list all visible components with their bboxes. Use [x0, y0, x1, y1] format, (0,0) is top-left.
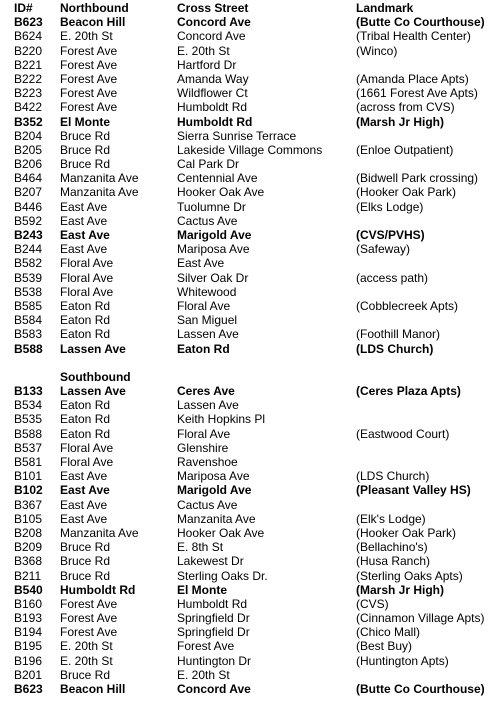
- table-row: [0, 654, 500, 668]
- cross-street: Floral Ave: [177, 298, 231, 313]
- street-name: Eaton Rd: [60, 426, 111, 441]
- table-row: [0, 342, 500, 356]
- stop-id: B221: [14, 57, 43, 72]
- street-name: Bruce Rd: [60, 142, 111, 157]
- stop-id: B206: [14, 157, 43, 172]
- landmark: (Best Buy): [356, 639, 413, 654]
- cross-street: Whitewood: [177, 284, 237, 299]
- street-name: Beacon Hill: [60, 682, 126, 696]
- table-row: [0, 625, 500, 639]
- cross-street: Marigold Ave: [177, 228, 252, 242]
- table-row: [0, 171, 500, 185]
- street-name: Eaton Rd: [60, 412, 111, 427]
- street-name: Forest Ave: [60, 596, 118, 611]
- cross-street: Hooker Oak Ave: [177, 185, 265, 200]
- northbound-header: Northbound: [60, 1, 129, 15]
- landmark: (LDS Church): [356, 469, 430, 484]
- landmark: (Cinnamon Village Apts): [356, 611, 485, 626]
- table-row: [0, 554, 500, 568]
- stop-id: B195: [14, 639, 43, 654]
- stop-id: B204: [14, 128, 43, 143]
- landmark: (Winco): [356, 43, 398, 58]
- stop-id: B207: [14, 185, 43, 200]
- stop-id: B624: [14, 29, 43, 44]
- street-name: Forest Ave: [60, 43, 118, 58]
- cross-street: Forest Ave: [177, 639, 235, 654]
- table-row: [0, 398, 500, 412]
- table-row: [0, 185, 500, 199]
- landmark: (Safeway): [356, 242, 411, 257]
- cross-street: E. 8th St: [177, 540, 224, 555]
- cross-street: Humboldt Rd: [177, 100, 248, 115]
- southbound-header: Southbound: [60, 369, 131, 384]
- cross-street: Cactus Ave: [177, 497, 238, 512]
- landmark: (Marsh Jr High): [356, 582, 445, 597]
- street-name: East Ave: [60, 213, 108, 228]
- table-row: [0, 86, 500, 100]
- landmark-header: Landmark: [356, 1, 414, 15]
- northbound-rows: [0, 15, 500, 356]
- cross-street: Concord Ave: [177, 15, 251, 30]
- street-name: East Ave: [60, 483, 110, 498]
- table-row: [0, 143, 500, 157]
- landmark: (Huntington Apts): [356, 653, 449, 668]
- southbound-header-row: [0, 370, 500, 384]
- cross-street: Springfield Dr: [177, 625, 250, 640]
- stop-id: B592: [14, 213, 43, 228]
- cross-street-header: Cross Street: [177, 1, 249, 15]
- landmark: (Butte Co Courthouse): [356, 15, 485, 30]
- cross-street: Sterling Oaks Dr.: [177, 568, 268, 583]
- table-row: [0, 129, 500, 143]
- stop-id: B352: [14, 114, 43, 129]
- landmark: (Bidwell Park crossing): [356, 171, 479, 186]
- landmark: (CVS): [356, 596, 389, 611]
- stop-id: B105: [14, 511, 43, 526]
- cross-street: Ravenshoe: [177, 455, 238, 469]
- cross-street: Cal Park Dr: [177, 157, 240, 172]
- landmark: (LDS Church): [356, 341, 434, 356]
- table-row: [0, 483, 500, 497]
- stop-id: B537: [14, 440, 43, 455]
- cross-street: Lassen Ave: [177, 398, 239, 413]
- street-name: Bruce Rd: [60, 128, 111, 143]
- landmark: (Foothill Manor): [356, 327, 441, 342]
- table-row: [0, 115, 500, 129]
- landmark: (Elk's Lodge): [356, 511, 426, 526]
- stop-id: B205: [14, 142, 43, 157]
- landmark: (Sterling Oaks Apts): [356, 568, 463, 583]
- street-name: Bruce Rd: [60, 554, 111, 569]
- landmark: (Butte Co Courthouse): [356, 682, 485, 696]
- street-name: Bruce Rd: [60, 667, 111, 682]
- southbound-rows: [0, 384, 500, 696]
- stop-id: B133: [14, 384, 43, 399]
- cross-street: E. 20th St: [177, 667, 230, 682]
- landmark: (Elks Lodge): [356, 199, 424, 214]
- table-row: [0, 639, 500, 653]
- cross-street: East Ave: [177, 256, 225, 271]
- landmark: (access path): [356, 270, 429, 285]
- cross-street: Mariposa Ave: [177, 469, 250, 484]
- cross-street: Silver Oak Dr: [177, 270, 249, 285]
- table-row: [0, 569, 500, 583]
- cross-street: Humboldt Rd: [177, 114, 253, 129]
- landmark: (Eastwood Court): [356, 426, 450, 441]
- table-row: [0, 100, 500, 114]
- table-row: [0, 72, 500, 86]
- table-row: [0, 256, 500, 270]
- street-name: Eaton Rd: [60, 327, 111, 342]
- landmark: (CVS/PVHS): [356, 228, 425, 242]
- cross-street: Springfield Dr: [177, 611, 250, 626]
- stop-id: B623: [14, 15, 43, 30]
- cross-street: E. 20th St: [177, 43, 230, 58]
- table-row: [0, 29, 500, 43]
- table-row: [0, 583, 500, 597]
- stop-id: B581: [14, 455, 43, 469]
- stop-id: B540: [14, 582, 43, 597]
- street-name: Forest Ave: [60, 611, 118, 626]
- table-row: [0, 384, 500, 398]
- street-name: Eaton Rd: [60, 313, 111, 328]
- street-name: Beacon Hill: [60, 15, 126, 30]
- street-name: Manzanita Ave: [60, 185, 139, 200]
- table-row: [0, 313, 500, 327]
- table-row: [0, 44, 500, 58]
- cross-street: Amanda Way: [177, 71, 249, 86]
- stop-id: B535: [14, 412, 43, 427]
- cross-street: Keith Hopkins Pl: [177, 412, 266, 427]
- stop-id: B243: [14, 228, 43, 242]
- street-name: East Ave: [60, 469, 108, 484]
- street-name: Eaton Rd: [60, 398, 111, 413]
- table-row: [0, 242, 500, 256]
- cross-street: Humboldt Rd: [177, 596, 248, 611]
- cross-street: Floral Ave: [177, 426, 231, 441]
- landmark: (Cobblecreek Apts): [356, 298, 459, 313]
- stop-id: B623: [14, 682, 43, 696]
- landmark: (Ceres Plaza Apts): [356, 384, 461, 399]
- stop-id: B464: [14, 171, 43, 186]
- cross-street: Centennial Ave: [177, 171, 258, 186]
- street-name: El Monte: [60, 114, 110, 129]
- street-name: E. 20th St: [60, 639, 113, 654]
- stop-id: B534: [14, 398, 43, 413]
- table-row: [0, 200, 500, 214]
- stop-id: B583: [14, 327, 43, 342]
- stop-id: B209: [14, 540, 43, 555]
- table-row: [0, 526, 500, 540]
- street-name: East Ave: [60, 511, 108, 526]
- stop-id: B368: [14, 554, 43, 569]
- landmark: (Chico Mall): [356, 625, 421, 640]
- stop-id: B101: [14, 469, 43, 484]
- cross-street: Lakeside Village Commons: [177, 142, 323, 157]
- street-name: Floral Ave: [60, 256, 114, 271]
- stop-id: B244: [14, 242, 43, 257]
- cross-street: Hooker Oak Ave: [177, 525, 265, 540]
- bus-stop-table: [0, 1, 500, 696]
- cross-street: Concord Ave: [177, 682, 251, 696]
- table-row: [0, 299, 500, 313]
- cross-street: Sierra Sunrise Terrace: [177, 128, 297, 143]
- stop-id: B367: [14, 497, 43, 512]
- cross-street: Huntington Dr: [177, 653, 252, 668]
- street-name: Bruce Rd: [60, 568, 111, 583]
- stop-id: B208: [14, 525, 43, 540]
- street-name: Humboldt Rd: [60, 582, 136, 597]
- stop-id: B220: [14, 43, 43, 58]
- cross-street: Manzanita Ave: [177, 511, 256, 526]
- table-row: [0, 327, 500, 341]
- stop-id: B223: [14, 86, 43, 101]
- table-row: [0, 455, 500, 469]
- cross-street: Glenshire: [177, 440, 229, 455]
- cross-street: Ceres Ave: [177, 384, 235, 399]
- cross-street: Eaton Rd: [177, 341, 230, 356]
- cross-street: Marigold Ave: [177, 483, 252, 498]
- table-row: [0, 58, 500, 72]
- table-row: [0, 271, 500, 285]
- street-name: Forest Ave: [60, 86, 118, 101]
- landmark: (Husa Ranch): [356, 554, 431, 569]
- cross-street: San Miguel: [177, 313, 238, 328]
- stop-id: B422: [14, 100, 43, 115]
- street-name: Lassen Ave: [60, 384, 126, 399]
- landmark: (Pleasant Valley HS): [356, 483, 471, 498]
- id-column-header: ID#: [14, 1, 33, 15]
- cross-street: Wildflower Ct: [177, 86, 248, 101]
- stop-id: B446: [14, 199, 43, 214]
- table-row: [0, 668, 500, 682]
- stop-id: B588: [14, 426, 43, 441]
- header-row: [0, 1, 500, 15]
- street-name: Forest Ave: [60, 71, 118, 86]
- cross-street: Tuolumne Dr: [177, 199, 246, 214]
- street-name: East Ave: [60, 199, 108, 214]
- cross-street: Concord Ave: [177, 29, 246, 44]
- table-row: [0, 15, 500, 29]
- cross-street: Lakewest Dr: [177, 554, 244, 569]
- landmark: (Hooker Oak Park): [356, 525, 457, 540]
- table-row: [0, 512, 500, 526]
- stop-id: B539: [14, 270, 43, 285]
- street-name: East Ave: [60, 497, 108, 512]
- stop-id: B194: [14, 625, 43, 640]
- cross-street: El Monte: [177, 582, 227, 597]
- stop-id: B201: [14, 667, 43, 682]
- street-name: Bruce Rd: [60, 540, 111, 555]
- cross-street: Lassen Ave: [177, 327, 239, 342]
- cross-street: Cactus Ave: [177, 213, 238, 228]
- stop-id: B193: [14, 611, 43, 626]
- stop-id: B582: [14, 256, 43, 271]
- street-name: Floral Ave: [60, 284, 114, 299]
- table-row: [0, 540, 500, 554]
- table-row: [0, 682, 500, 696]
- cross-street: Hartford Dr: [177, 57, 237, 72]
- stop-id: B102: [14, 483, 43, 498]
- table-row: [0, 498, 500, 512]
- table-row: [0, 597, 500, 611]
- table-row: [0, 427, 500, 441]
- landmark: (Tribal Health Center): [356, 29, 471, 44]
- table-row: [0, 469, 500, 483]
- street-name: Manzanita Ave: [60, 525, 139, 540]
- table-row: [0, 228, 500, 242]
- landmark: (across from CVS): [356, 100, 455, 115]
- landmark: (Bellachino's): [356, 540, 428, 555]
- stop-id: B585: [14, 298, 43, 313]
- section-spacer: [0, 356, 500, 370]
- street-name: Floral Ave: [60, 455, 114, 469]
- street-name: East Ave: [60, 228, 110, 242]
- table-row: [0, 441, 500, 455]
- street-name: Bruce Rd: [60, 157, 111, 172]
- street-name: Floral Ave: [60, 270, 114, 285]
- street-name: Lassen Ave: [60, 341, 126, 356]
- landmark: (Amanda Place Apts): [356, 71, 469, 86]
- street-name: Forest Ave: [60, 57, 118, 72]
- table-row: [0, 285, 500, 299]
- street-name: Forest Ave: [60, 625, 118, 640]
- stop-id: B211: [14, 568, 42, 583]
- landmark: (Enloe Outpatient): [356, 142, 454, 157]
- stop-id: B196: [14, 653, 43, 668]
- stop-id: B584: [14, 313, 43, 328]
- street-name: Floral Ave: [60, 440, 114, 455]
- street-name: Manzanita Ave: [60, 171, 139, 186]
- street-name: Eaton Rd: [60, 298, 111, 313]
- street-name: East Ave: [60, 242, 108, 257]
- landmark: (1661 Forest Ave Apts): [356, 86, 478, 101]
- table-row: [0, 611, 500, 625]
- landmark: (Hooker Oak Park): [356, 185, 457, 200]
- table-row: [0, 157, 500, 171]
- street-name: E. 20th St: [60, 653, 113, 668]
- stop-id: B160: [14, 596, 43, 611]
- landmark: (Marsh Jr High): [356, 114, 445, 129]
- table-row: [0, 412, 500, 426]
- cross-street: Mariposa Ave: [177, 242, 250, 257]
- stop-id: B538: [14, 284, 43, 299]
- table-row: [0, 214, 500, 228]
- street-name: E. 20th St: [60, 29, 113, 44]
- stop-id: B222: [14, 71, 43, 86]
- stop-id: B588: [14, 341, 43, 356]
- street-name: Forest Ave: [60, 100, 118, 115]
